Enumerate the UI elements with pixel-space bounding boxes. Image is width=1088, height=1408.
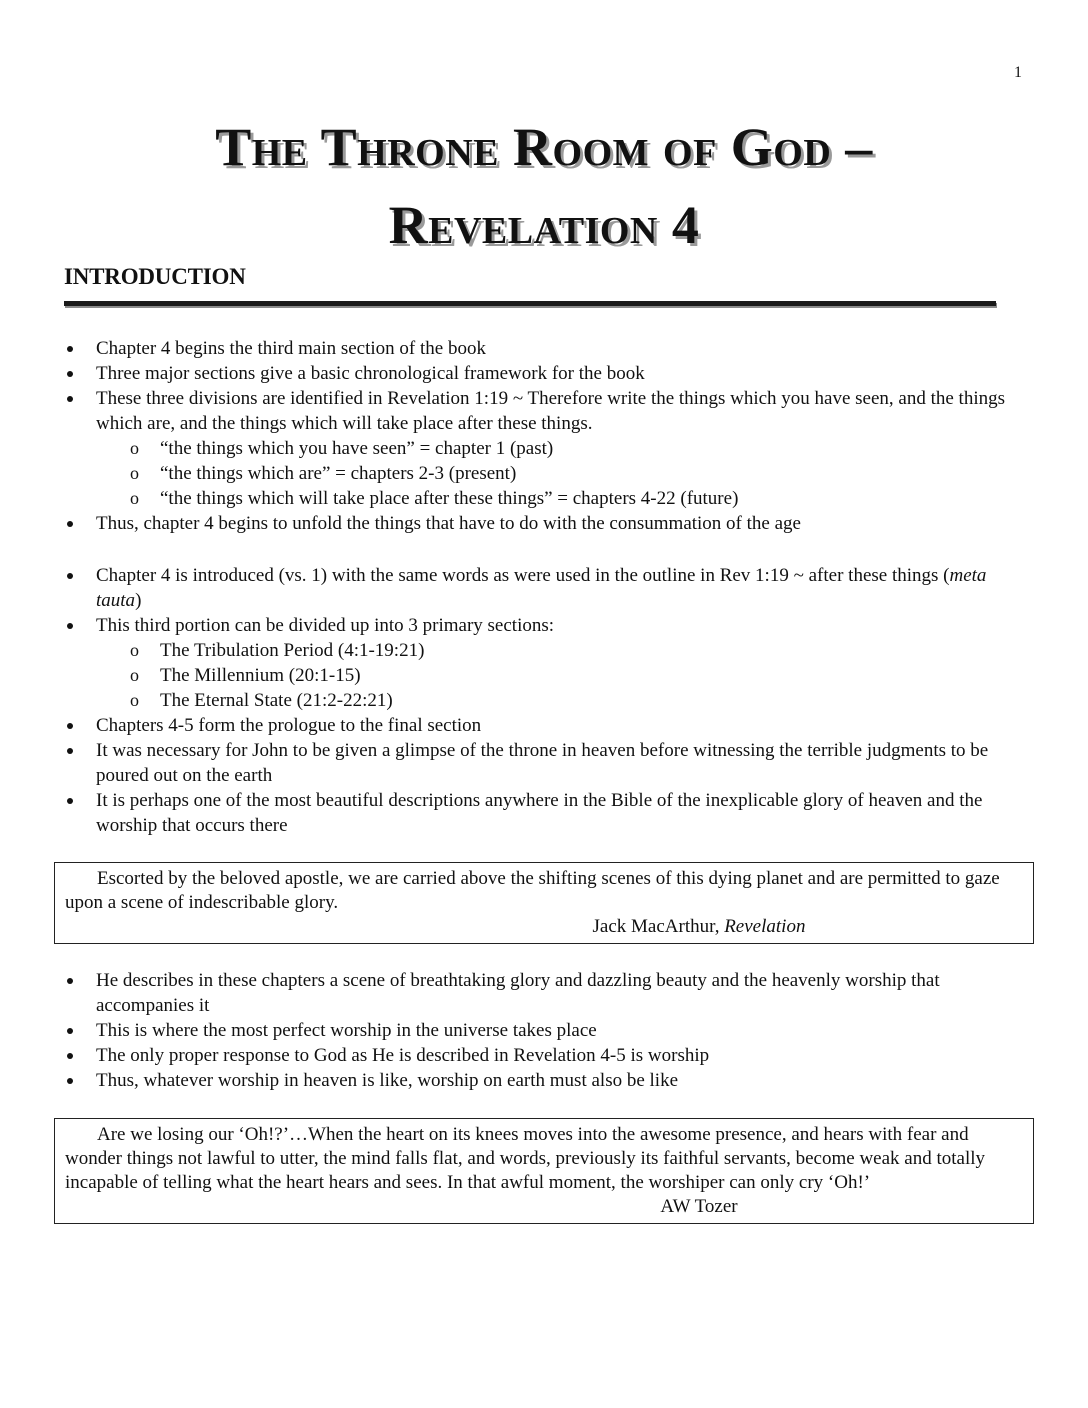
section-heading: INTRODUCTION <box>64 264 246 289</box>
quote-box-macarthur <box>54 862 1034 944</box>
bullet-icon <box>67 573 73 579</box>
bullet-icon <box>67 748 73 754</box>
bullet-icon <box>67 623 73 629</box>
circle-bullet-icon: o <box>130 463 139 483</box>
sub-list-wrapper <box>64 638 1034 713</box>
circle-bullet-icon: o <box>130 690 139 710</box>
list-item: He describes in these chapters a scene of breathtaking glory and dazzling beauty and the heavenly worship that accompanies it <box>64 968 1034 1018</box>
bullet-list-c <box>64 968 1034 1093</box>
bullet-icon <box>67 346 73 352</box>
sub-list-item: o The Millennium (20:1-15) <box>130 665 361 686</box>
quote-text: Escorted by the beloved apostle, we are carried above the shifting scenes of this dying planet and are permitted to gaze upon a scene of indescribable glory. <box>65 868 1000 913</box>
sub-list-item: o The Eternal State (21:2-22:21) <box>130 690 393 711</box>
list-item: Three major sections give a basic chronological framework for the book <box>64 361 1034 386</box>
sub-list-item: o The Tribulation Period (4:1-19:21) <box>130 640 425 661</box>
bullet-list-a <box>64 336 1034 536</box>
list-item: Chapters 4-5 form the prologue to the final section <box>64 713 1034 738</box>
list-item: These three divisions are identified in Revelation 1:19 ~ Therefore write the things which you have seen, and the things which are, and the things which will take place after these things. <box>64 386 1034 436</box>
bullet-icon <box>67 1028 73 1034</box>
list-item: It is perhaps one of the most beautiful descriptions anywhere in the Bible of the inexplicable glory of heaven and the worship that occurs there <box>64 788 1034 838</box>
circle-bullet-icon: o <box>130 438 139 458</box>
quote-attribution: Jack MacArthur, Revelation <box>592 916 806 937</box>
page-number: 1 <box>1014 64 1022 81</box>
italic-term: meta tauta <box>96 565 987 611</box>
list-item: It was necessary for John to be given a glimpse of the throne in heaven before witnessing the terrible judgments to be poured out on the earth <box>64 738 1034 788</box>
list-item: This third portion can be divided up into 3 primary sections: <box>64 613 1034 638</box>
sub-list-b <box>64 638 1034 713</box>
sub-list-a <box>64 436 1034 511</box>
list-item: Thus, chapter 4 begins to unfold the things that have to do with the consummation of the age <box>64 511 1034 536</box>
sub-list-item: o “the things which will take place after these things” = chapters 4-22 (future) <box>130 488 739 509</box>
circle-bullet-icon: o <box>130 640 139 660</box>
circle-bullet-icon: o <box>130 665 139 685</box>
sub-list-item: o “the things which are” = chapters 2-3 (present) <box>130 463 517 484</box>
title-line-2: Revelation 4 <box>388 195 700 255</box>
title-line-1: The Throne Room of God – <box>215 117 873 177</box>
bullet-icon <box>67 1078 73 1084</box>
bullet-icon <box>67 1053 73 1059</box>
bullet-icon <box>67 371 73 377</box>
bullet-icon <box>67 978 73 984</box>
sub-list-item: o “the things which you have seen” = chapter 1 (past) <box>130 438 554 459</box>
sub-list-wrapper <box>64 436 1034 511</box>
circle-bullet-icon: o <box>130 488 139 508</box>
bullet-icon <box>67 723 73 729</box>
list-item: Chapter 4 is introduced (vs. 1) with the same words as were used in the outline in Rev 1:19 ~ after these things (meta tauta) <box>64 563 1034 613</box>
page-title <box>60 108 1028 264</box>
bullet-icon <box>67 396 73 402</box>
quote-attribution: AW Tozer <box>660 1196 738 1217</box>
quote-text: Are we losing our ‘Oh!?’…When the heart on its knees moves into the awesome presence, and hears with fear and wonder things not lawful to utter, the mind falls flat, and words, previously its faithful servants, become weak and totally incapable of telling what the heart hears and sees. In that awful moment, the worshiper can only cry ‘Oh!’ <box>65 1124 986 1193</box>
list-item: This is where the most perfect worship in the universe takes place <box>64 1018 1034 1043</box>
bullet-icon <box>67 521 73 527</box>
heading-divider <box>64 301 996 306</box>
list-item: Chapter 4 begins the third main section of the book <box>64 336 1034 361</box>
list-item: Thus, whatever worship in heaven is like, worship on earth must also be like <box>64 1068 1034 1093</box>
bullet-icon <box>67 798 73 804</box>
bullet-list-b <box>64 563 1034 838</box>
quote-box-tozer <box>54 1118 1034 1224</box>
list-item: The only proper response to God as He is described in Revelation 4-5 is worship <box>64 1043 1034 1068</box>
